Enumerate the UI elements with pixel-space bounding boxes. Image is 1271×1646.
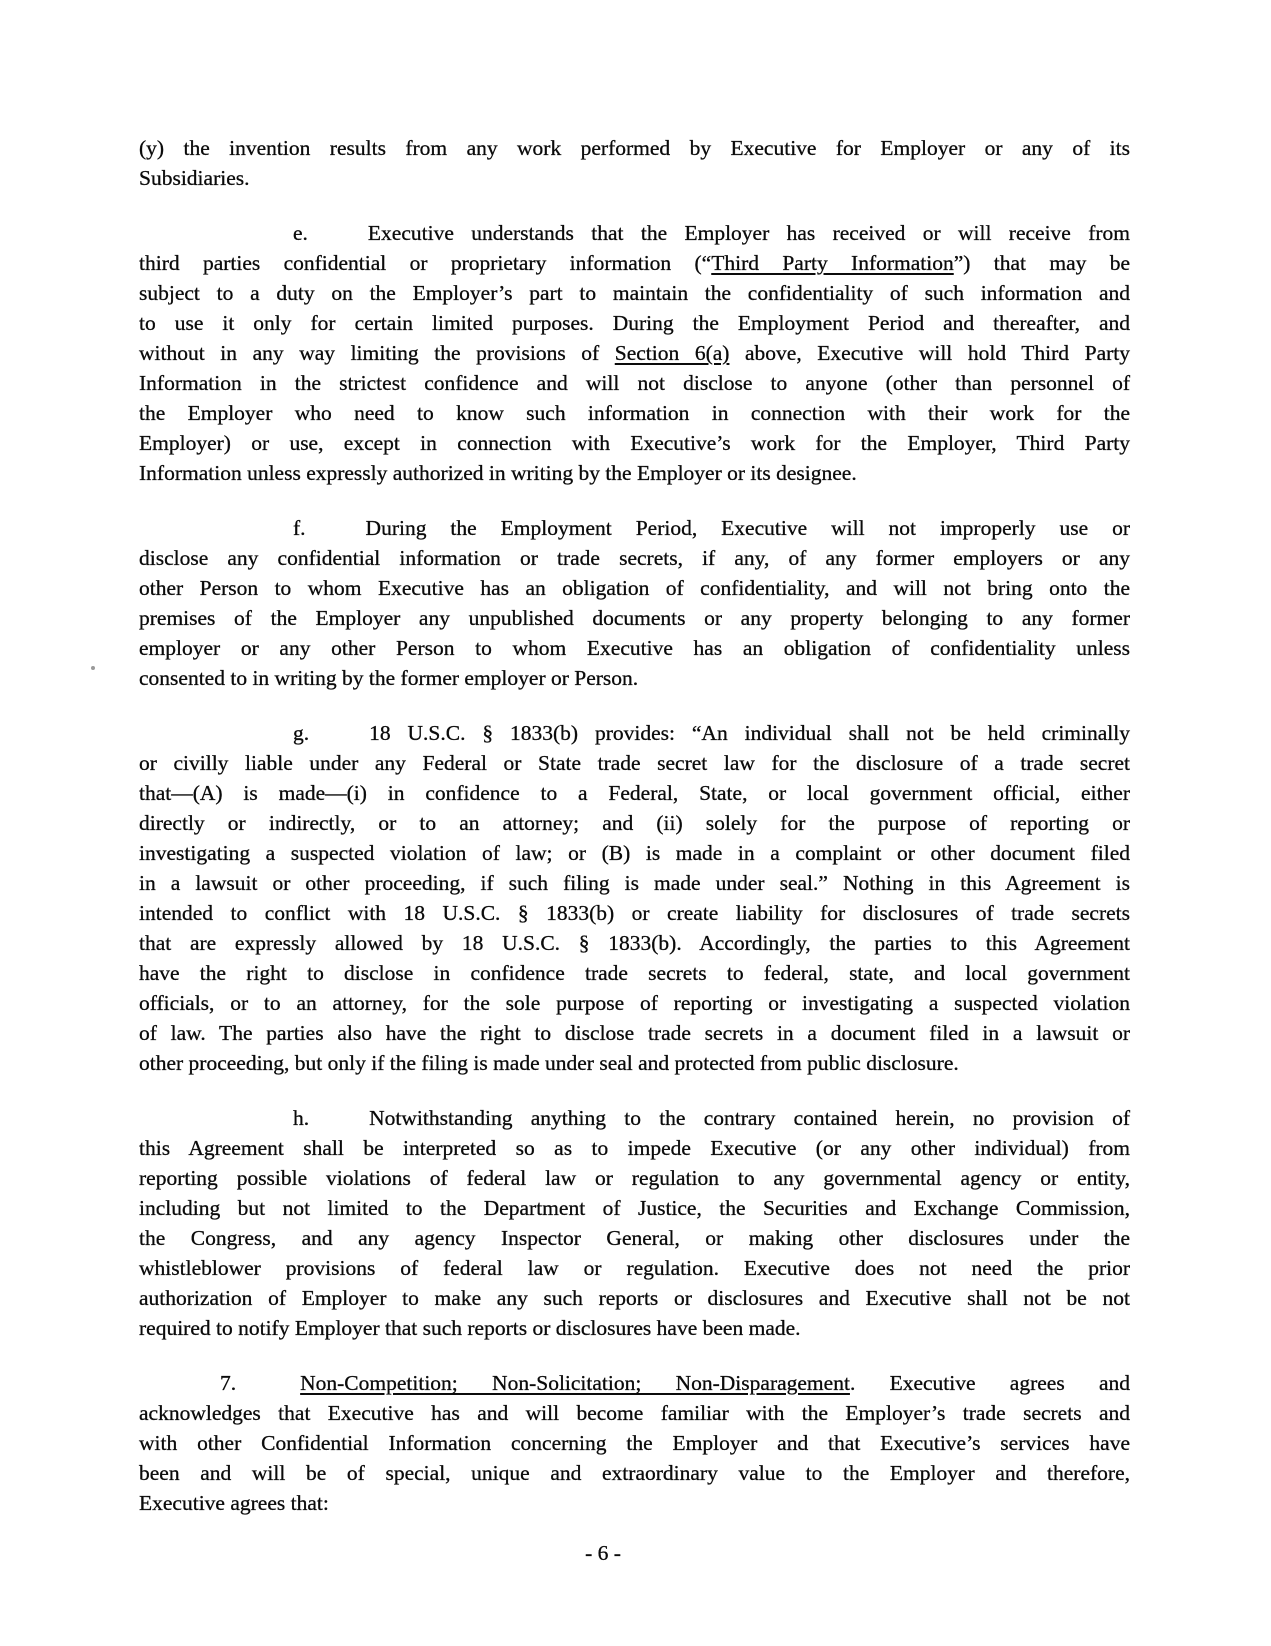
- text-line: [139, 958, 1130, 988]
- text-line: [139, 163, 1130, 193]
- paragraph-7: [139, 1368, 1130, 1518]
- text-segment: Executive understands that the Employer has received or will receive from: [367, 221, 1130, 245]
- text-line: [139, 603, 1130, 633]
- label-tab-gap: [236, 1389, 300, 1390]
- text-line: [139, 808, 1130, 838]
- paragraph-h: [139, 1103, 1130, 1343]
- text-line: [139, 1283, 1130, 1313]
- text-line: [139, 428, 1130, 458]
- text-line: [139, 368, 1130, 398]
- text-segment: or civilly liable under any Federal or State trade secret law for the disclosure of a trade secret: [139, 751, 1130, 775]
- first-line-indent: [139, 534, 293, 535]
- text-line: [139, 543, 1130, 573]
- text-segment: premises of the Employer any unpublished documents or any property belonging to any former: [139, 606, 1130, 630]
- text-segment: acknowledges that Executive has and will become familiar with the Employer’s trade secrets and: [139, 1401, 1130, 1425]
- text-segment: subject to a duty on the Employer’s part to maintain the confidentiality of such information and: [139, 281, 1130, 305]
- text-line: [139, 278, 1130, 308]
- scan-artifact-dot: [91, 666, 95, 670]
- text-segment: reporting possible violations of federal law or regulation to any governmental agency or entity,: [139, 1166, 1130, 1190]
- text-segment: have the right to disclose in confidence trade secrets to federal, state, and local government: [139, 961, 1130, 985]
- text-line: [139, 1223, 1130, 1253]
- text-line: [139, 1488, 1130, 1518]
- text-line: [139, 573, 1130, 603]
- text-line: [139, 898, 1130, 928]
- text-line: [139, 1163, 1130, 1193]
- text-segment: the Congress, and any agency Inspector General, or making other disclosures under the: [139, 1226, 1130, 1250]
- text-segment: required to notify Employer that such reports or disclosures have been made.: [139, 1316, 801, 1340]
- text-segment: in a lawsuit or other proceeding, if such filing is made under seal.” Nothing in this Agreement is: [139, 871, 1130, 895]
- text-line: [139, 1018, 1130, 1048]
- text-segment: disclose any confidential information or trade secrets, if any, of any former employers or any: [139, 546, 1130, 570]
- paragraph-label: e.: [293, 221, 308, 245]
- paragraph-g: [139, 718, 1130, 1078]
- text-line: [139, 458, 1130, 488]
- text-segment: the Employer who need to know such information in connection with their work for the: [139, 401, 1130, 425]
- text-line: [139, 718, 1130, 748]
- text-line: [139, 928, 1130, 958]
- text-line: [139, 308, 1130, 338]
- text-segment: other Person to whom Executive has an obligation of confidentiality, and will not bring onto the: [139, 576, 1130, 600]
- text-segment: directly or indirectly, or to an attorney; and (ii) solely for the purpose of reporting or: [139, 811, 1130, 835]
- text-line: [139, 1398, 1130, 1428]
- text-line: [139, 513, 1130, 543]
- text-segment: Employer) or use, except in connection with Executive’s work for the Employer, Third Party: [139, 431, 1130, 455]
- text-line: [139, 1048, 1130, 1078]
- text-line: [139, 338, 1130, 368]
- text-segment: consented to in writing by the former employer or Person.: [139, 666, 639, 690]
- text-line: [139, 398, 1130, 428]
- text-line: [139, 1193, 1130, 1223]
- text-segment: above, Executive will hold Third Party: [729, 341, 1130, 365]
- text-segment: Subsidiaries.: [139, 166, 250, 190]
- text-segment: third parties confidential or proprietary information (“: [139, 251, 712, 275]
- text-segment: whistleblower provisions of federal law or regulation. Executive does not need the prior: [139, 1256, 1130, 1280]
- text-segment: without in any way limiting the provisions of: [139, 341, 615, 365]
- text-line: [139, 1133, 1130, 1163]
- text-segment: including but not limited to the Department of Justice, the Securities and Exchange Commission,: [139, 1196, 1130, 1220]
- text-line: [139, 633, 1130, 663]
- text-line: [139, 778, 1130, 808]
- text-segment: (y) the invention results from any work performed by Executive for Employer or any of its: [139, 136, 1130, 160]
- text-line: [139, 1458, 1130, 1488]
- text-line: [139, 988, 1130, 1018]
- text-segment: officials, or to an attorney, for the sole purpose of reporting or investigating a suspected violation: [139, 991, 1130, 1015]
- text-line: [139, 748, 1130, 778]
- paragraph-label: 7.: [220, 1371, 237, 1395]
- label-tab-gap: [309, 739, 369, 740]
- text-line: [139, 218, 1130, 248]
- text-line: [139, 868, 1130, 898]
- label-tab-gap: [306, 534, 366, 535]
- paragraph-f: [139, 513, 1130, 693]
- text-segment: with other Confidential Information concerning the Employer and that Executive’s services have: [139, 1431, 1130, 1455]
- first-line-indent: [139, 739, 293, 740]
- text-segment: employer or any other Person to whom Executive has an obligation of confidentiality unless: [139, 636, 1130, 660]
- first-line-indent: [139, 1124, 293, 1125]
- text-segment: ”) that may be: [953, 251, 1130, 275]
- text-line: [139, 1313, 1130, 1343]
- text-segment: 18 U.S.C. § 1833(b) provides: “An individual shall not be held criminally: [369, 721, 1130, 745]
- paragraph-label: g.: [293, 721, 310, 745]
- first-line-indent: [139, 239, 293, 240]
- text-segment: this Agreement shall be interpreted so as to impede Executive (or any other individual) from: [139, 1136, 1130, 1160]
- label-tab-gap: [309, 1124, 369, 1125]
- text-line: [139, 248, 1130, 278]
- paragraph-label: f.: [293, 516, 306, 540]
- text-segment: Information unless expressly authorized in writing by the Employer or its designee.: [139, 461, 857, 485]
- text-line: [139, 133, 1130, 163]
- first-line-indent: [139, 1389, 220, 1390]
- text-segment: Executive agrees that:: [139, 1491, 329, 1515]
- paragraph-e: [139, 218, 1130, 488]
- text-line: [139, 1428, 1130, 1458]
- text-segment: intended to conflict with 18 U.S.C. § 1833(b) or create liability for disclosures of trade secrets: [139, 901, 1130, 925]
- text-segment: been and will be of special, unique and extraordinary value to the Employer and therefore,: [139, 1461, 1130, 1485]
- text-segment: authorization of Employer to make any such reports or disclosures and Executive shall not be not: [139, 1286, 1130, 1310]
- text-line: [139, 1368, 1130, 1398]
- text-line: [139, 1103, 1130, 1133]
- text-line: [139, 838, 1130, 868]
- text-line: [139, 663, 1130, 693]
- text-segment: investigating a suspected violation of law; or (B) is made in a complaint or other document filed: [139, 841, 1130, 865]
- text-segment: Information in the strictest confidence and will not disclose to anyone (other than personnel of: [139, 371, 1130, 395]
- text-segment: During the Employment Period, Executive will not improperly use or: [365, 516, 1130, 540]
- underlined-text: Non-Competition; Non-Solicitation; Non-Disparagement: [300, 1371, 850, 1395]
- underlined-text: Third Party Information: [711, 251, 954, 275]
- paragraph-label: h.: [293, 1106, 310, 1130]
- page-number: - 6 -: [585, 1541, 621, 1565]
- text-segment: that—(A) is made—(i) in confidence to a Federal, State, or local government official, either: [139, 781, 1130, 805]
- text-segment: . Executive agrees and: [849, 1371, 1130, 1395]
- document-body: [139, 133, 1130, 1518]
- text-segment: other proceeding, but only if the filing is made under seal and protected from public disclosure.: [139, 1051, 959, 1075]
- text-segment: to use it only for certain limited purposes. During the Employment Period and thereafter, and: [139, 311, 1130, 335]
- text-line: [139, 1253, 1130, 1283]
- text-segment: that are expressly allowed by 18 U.S.C. § 1833(b). Accordingly, the parties to this Agreement: [139, 931, 1130, 955]
- underlined-text: Section 6(a): [614, 341, 730, 365]
- text-segment: of law. The parties also have the right to disclose trade secrets in a document filed in a lawsuit or: [139, 1021, 1130, 1045]
- paragraph-y-continuation: [139, 133, 1130, 193]
- text-segment: Notwithstanding anything to the contrary contained herein, no provision of: [369, 1106, 1130, 1130]
- label-tab-gap: [308, 239, 368, 240]
